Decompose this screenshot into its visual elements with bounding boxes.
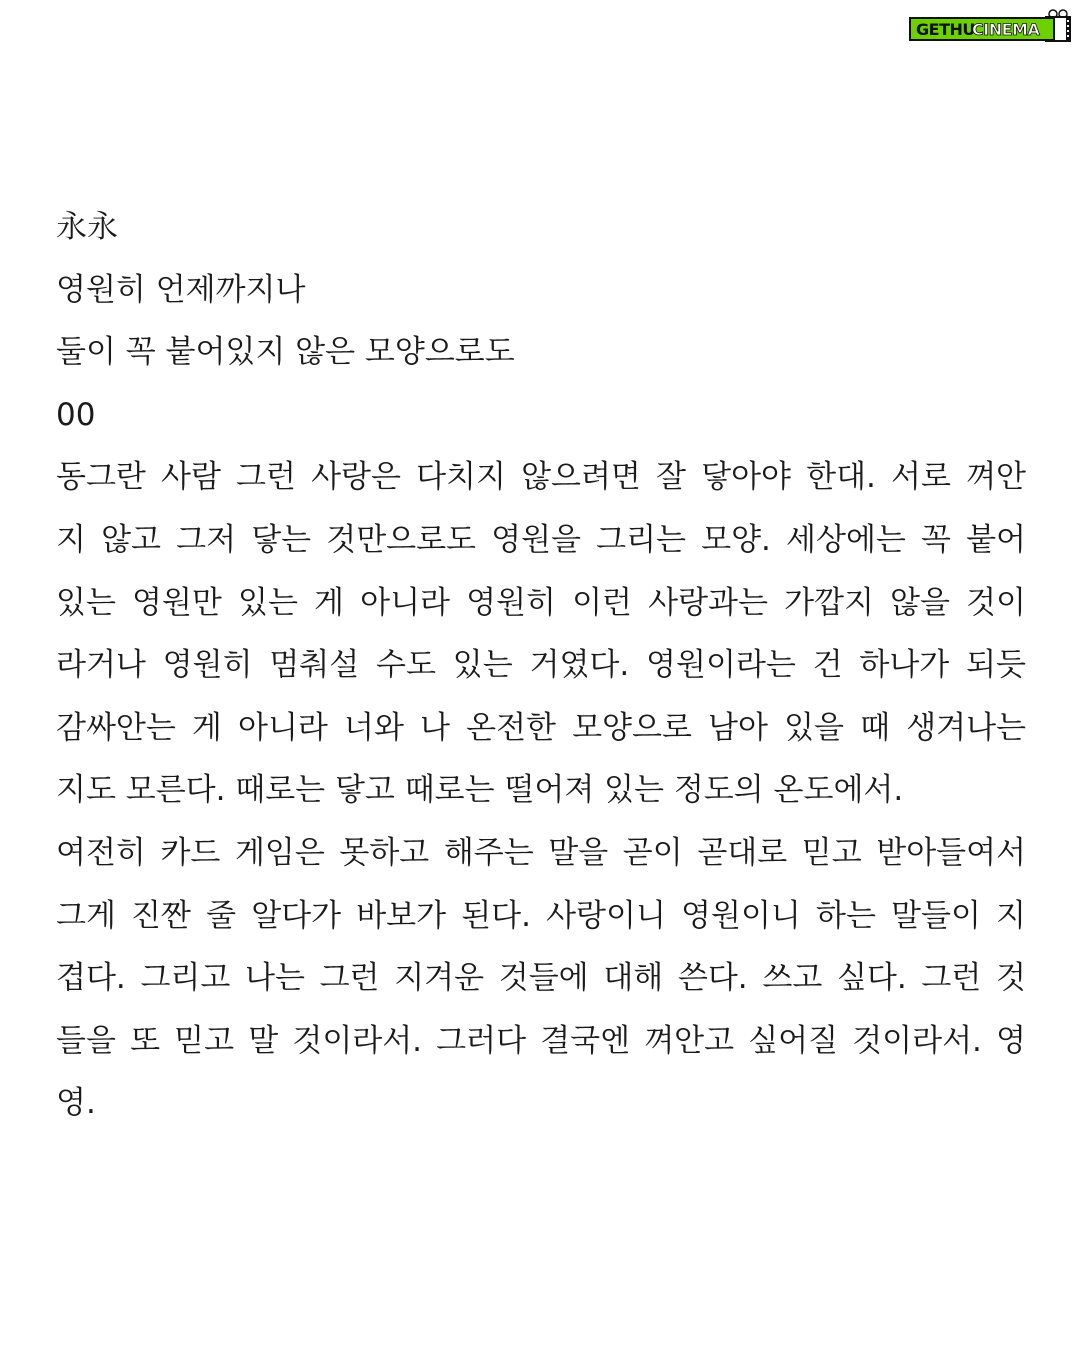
logo-text-gethu: GETHU [916,20,975,39]
paragraph-2-line-4: 들을 또 믿고 말 것이라서. 그러다 결국엔 껴안고 싶어질 것이라서. 영 [56,1022,1026,1059]
paragraph-1-line-3: 있는 영원만 있는 게 아니라 영원히 이런 사랑과는 가깝지 않을 것이 [56,584,1026,621]
subtitle-line-2: 둘이 꼭 붙어있지 않은 모양으로도 [56,334,515,371]
paragraph-1-line-1: 동그란 사람 그런 사랑은 다치지 않으려면 잘 닿아야 한대. 서로 껴안 [56,459,1026,496]
logo-text-cinema: CINEMA [972,20,1040,39]
paragraph-1-line-4: 라거나 영원히 멈춰설 수도 있는 거였다. 영원이라는 건 하나가 되듯 [56,647,1026,684]
section-number: 00 [56,396,96,433]
gethucinema-watermark-logo [908,8,1074,44]
paragraph-2-line-2: 그게 진짠 줄 알다가 바보가 된다. 사랑이니 영원이니 하는 말들이 지 [56,897,1026,934]
paragraph-2-line-1: 여전히 카드 게임은 못하고 해주는 말을 곧이 곧대로 믿고 받아들여서 [56,834,1026,871]
paragraph-2-line-3: 겹다. 그리고 나는 그런 지겨운 것들에 대해 쓴다. 쓰고 싶다. 그런 것 [56,960,1026,997]
post-text-body [56,196,1026,1135]
paragraph-1-line-6: 지도 모른다. 때로는 닿고 때로는 떨어져 있는 정도의 온도에서. [56,772,904,809]
paragraph-1-line-5: 감싸안는 게 아니라 너와 나 온전한 모양으로 남아 있을 때 생겨나는 [56,709,1026,746]
paragraph-1-line-2: 지 않고 그저 닿는 것만으로도 영원을 그리는 모양. 세상에는 꼭 붙어 [56,521,1026,558]
gethucinema-logo-graphic [908,8,1074,44]
paragraph-2-line-5: 영. [56,1085,96,1122]
subtitle-line-1: 영원히 언제까지나 [56,271,306,308]
title-hanja: 永永 [56,209,118,245]
